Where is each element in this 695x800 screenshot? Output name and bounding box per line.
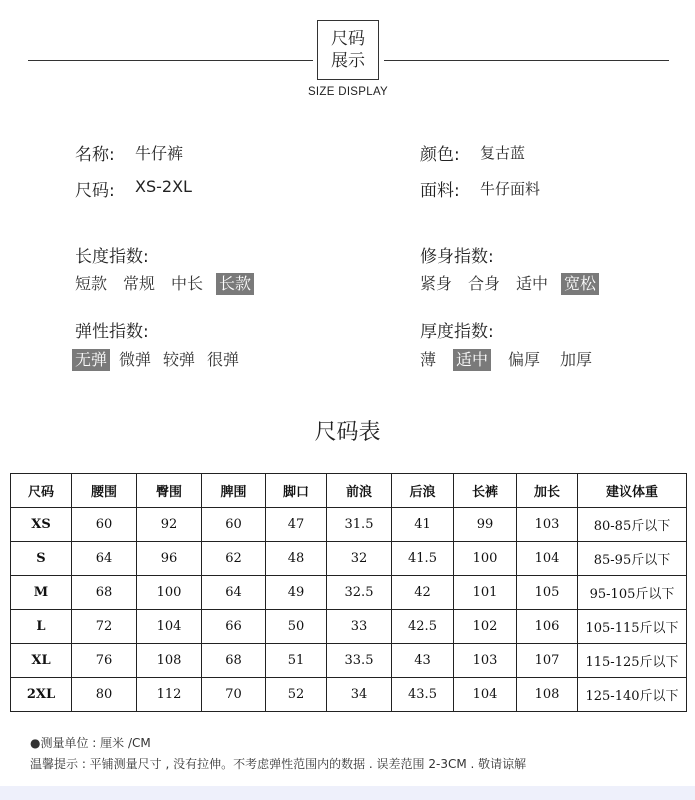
length-option-0: 短款	[75, 274, 108, 293]
table-cell: 80-85斤以下	[578, 508, 687, 542]
table-cell: 42.5	[392, 610, 454, 644]
section-subtitle: SIZE DISPLAY	[307, 86, 389, 98]
color-value: 复古蓝	[480, 144, 526, 162]
table-cell: 108	[517, 678, 578, 712]
table-cell: 104	[517, 542, 578, 576]
section-title-line1: 尺码	[331, 29, 365, 49]
table-row	[11, 508, 687, 542]
size-table-header-cell: 后浪	[392, 474, 454, 508]
table-cell: 115-125斤以下	[578, 644, 687, 678]
table-cell: M	[11, 576, 72, 610]
table-cell: 51	[266, 644, 327, 678]
thickness-option-2: 偏厚	[508, 350, 541, 369]
table-cell: 100	[454, 542, 517, 576]
elasticity-index-scale	[72, 349, 242, 371]
table-cell: 49	[266, 576, 327, 610]
table-cell: 103	[517, 508, 578, 542]
size-table-header-cell: 腰围	[72, 474, 137, 508]
size-label: 尺码:	[75, 181, 115, 201]
table-row	[11, 576, 687, 610]
table-cell: 105	[517, 576, 578, 610]
table-cell: 104	[454, 678, 517, 712]
table-cell: 32	[327, 542, 392, 576]
table-cell: 41.5	[392, 542, 454, 576]
size-table-header-cell: 尺码	[11, 474, 72, 508]
size-table-header-cell: 加长	[517, 474, 578, 508]
table-cell: 72	[72, 610, 137, 644]
fit-index-label: 修身指数:	[420, 247, 494, 267]
table-cell: 48	[266, 542, 327, 576]
table-cell: 60	[202, 508, 266, 542]
size-table-header-row	[11, 474, 687, 508]
table-cell: 43	[392, 644, 454, 678]
table-row	[11, 678, 687, 712]
table-cell: 33	[327, 610, 392, 644]
size-table-title: 尺码表	[314, 420, 381, 445]
table-cell: 70	[202, 678, 266, 712]
length-option-3: 长款	[216, 273, 254, 295]
thickness-option-0: 薄	[420, 350, 437, 369]
fit-index-scale	[417, 273, 599, 295]
elasticity-index-label: 弹性指数:	[75, 322, 149, 342]
table-cell: 68	[202, 644, 266, 678]
elasticity-option-0: 无弹	[72, 349, 110, 371]
measurement-unit-note: ●测量单位 : 厘米 /CM	[30, 736, 151, 750]
size-value: XS-2XL	[135, 177, 192, 196]
header-rule-left	[28, 60, 313, 61]
table-cell: 52	[266, 678, 327, 712]
length-option-2: 中长	[171, 274, 204, 293]
table-row	[11, 610, 687, 644]
table-cell: 101	[454, 576, 517, 610]
measurement-tip-note: 温馨提示 : 平铺测量尺寸 , 没有拉伸。不考虑弹性范围内的数据 . 误差范围 2-3CM . 敬请谅解	[30, 757, 527, 771]
name-value: 牛仔裤	[135, 144, 184, 163]
fit-option-1: 合身	[468, 274, 501, 293]
table-cell: L	[11, 610, 72, 644]
table-cell: 68	[72, 576, 137, 610]
section-title-line2: 展示	[331, 51, 365, 71]
table-cell: 92	[137, 508, 202, 542]
table-cell: 34	[327, 678, 392, 712]
table-cell: 41	[392, 508, 454, 542]
table-cell: 66	[202, 610, 266, 644]
size-table-header-cell: 建议体重	[578, 474, 687, 508]
thickness-option-1: 适中	[453, 349, 491, 371]
table-cell: 80	[72, 678, 137, 712]
name-label: 名称:	[75, 145, 115, 165]
section-title-box	[317, 20, 379, 80]
fit-option-2: 适中	[516, 274, 549, 293]
table-cell: 105-115斤以下	[578, 610, 687, 644]
table-cell: XL	[11, 644, 72, 678]
table-row	[11, 542, 687, 576]
fabric-value: 牛仔面料	[480, 180, 541, 198]
table-cell: 64	[202, 576, 266, 610]
table-cell: 32.5	[327, 576, 392, 610]
table-cell: 106	[517, 610, 578, 644]
table-cell: 43.5	[392, 678, 454, 712]
table-cell: 2XL	[11, 678, 72, 712]
table-cell: 85-95斤以下	[578, 542, 687, 576]
table-cell: 47	[266, 508, 327, 542]
size-table-header-cell: 前浪	[327, 474, 392, 508]
size-table	[10, 473, 687, 712]
table-cell: 96	[137, 542, 202, 576]
thickness-index-label: 厚度指数:	[420, 322, 494, 342]
table-cell: 50	[266, 610, 327, 644]
thickness-index-scale	[417, 349, 595, 371]
header-rule-right	[384, 60, 669, 61]
table-row	[11, 644, 687, 678]
table-cell: 95-105斤以下	[578, 576, 687, 610]
color-label: 颜色:	[420, 145, 460, 165]
table-cell: 102	[454, 610, 517, 644]
table-cell: 103	[454, 644, 517, 678]
table-cell: 62	[202, 542, 266, 576]
table-cell: 112	[137, 678, 202, 712]
size-table-header-cell: 脚口	[266, 474, 327, 508]
table-cell: 42	[392, 576, 454, 610]
table-cell: 33.5	[327, 644, 392, 678]
table-cell: 76	[72, 644, 137, 678]
fabric-label: 面料:	[420, 181, 460, 201]
table-cell: 107	[517, 644, 578, 678]
table-cell: XS	[11, 508, 72, 542]
elasticity-option-3: 很弹	[207, 350, 240, 369]
bottom-band	[0, 786, 695, 800]
length-option-1: 常规	[123, 274, 156, 293]
thickness-option-3: 加厚	[560, 350, 593, 369]
table-cell: 108	[137, 644, 202, 678]
length-index-scale	[72, 273, 254, 295]
fit-option-3: 宽松	[561, 273, 599, 295]
size-table-body	[11, 508, 687, 712]
size-table-header-cell: 脾围	[202, 474, 266, 508]
table-cell: 64	[72, 542, 137, 576]
length-index-label: 长度指数:	[75, 247, 149, 267]
table-cell: S	[11, 542, 72, 576]
table-cell: 104	[137, 610, 202, 644]
table-cell: 31.5	[327, 508, 392, 542]
size-table-header-cell: 长裤	[454, 474, 517, 508]
table-cell: 100	[137, 576, 202, 610]
table-cell: 125-140斤以下	[578, 678, 687, 712]
fit-option-0: 紧身	[420, 274, 453, 293]
size-table-header-cell: 臀围	[137, 474, 202, 508]
elasticity-option-2: 较弹	[163, 350, 196, 369]
elasticity-option-1: 微弹	[119, 350, 152, 369]
table-cell: 99	[454, 508, 517, 542]
table-cell: 60	[72, 508, 137, 542]
